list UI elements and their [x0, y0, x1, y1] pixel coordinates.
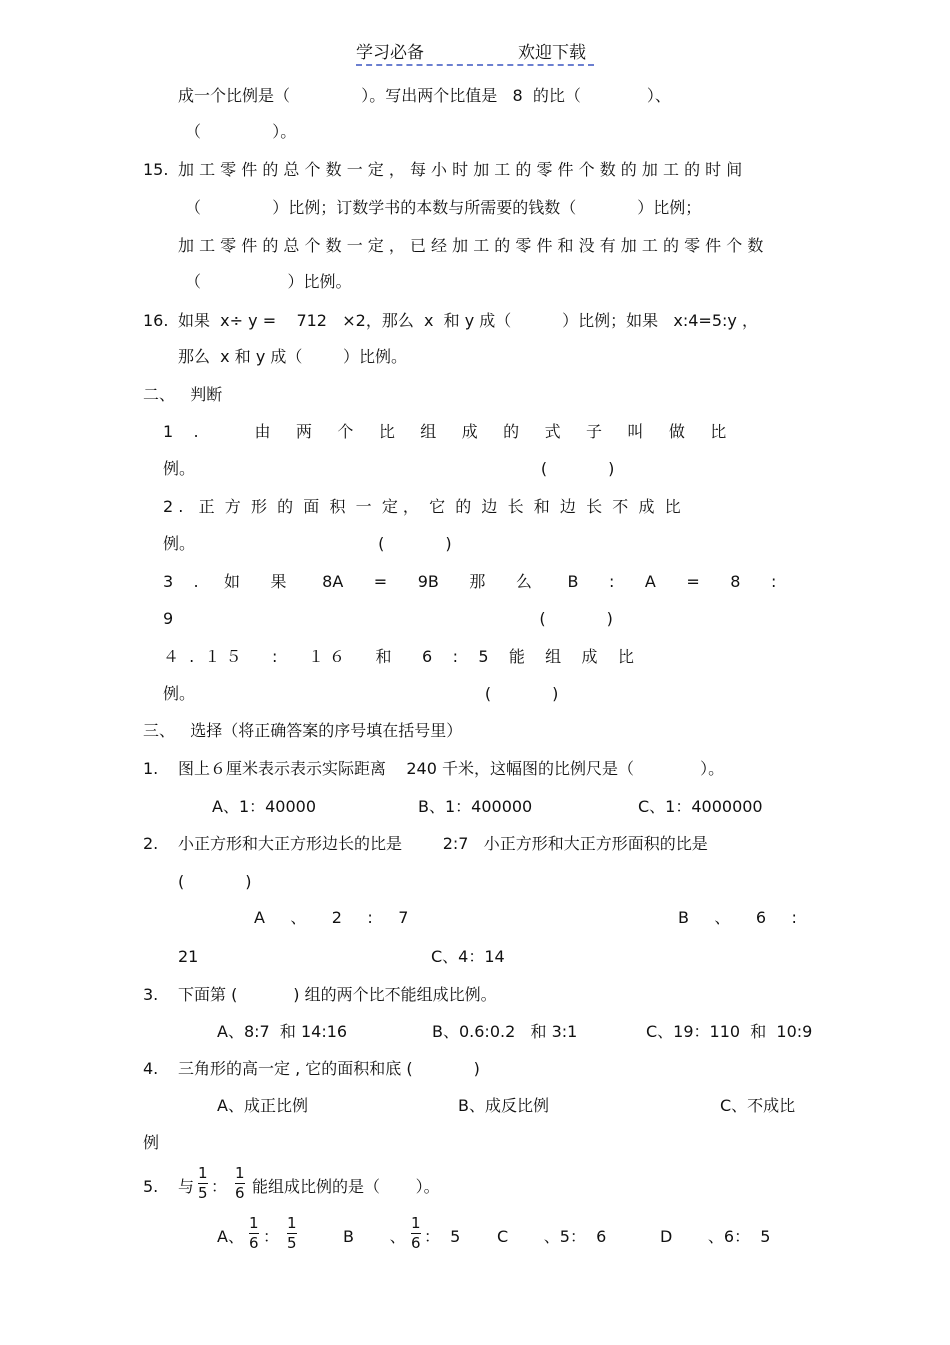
- q16-number: 16.: [143, 311, 169, 330]
- choice-q5-option-b-fraction: [411, 1215, 421, 1252]
- choice-q1-option-b: B、1：400000: [418, 797, 533, 816]
- choice-q3-option-b: B、0.6:0.2 和 3:1: [432, 1022, 578, 1041]
- judge-item-1-line-1: 1 . 由 两 个 比 组 成 的 式 子 叫 做 比: [163, 422, 727, 441]
- q16-line-2: 那么 x 和 y 成（ ）比例。: [178, 347, 408, 366]
- fraction-numerator: 1: [249, 1214, 259, 1232]
- choice-q4-option-c: C、不成比: [720, 1096, 796, 1115]
- choice-q5-prefix: 与: [178, 1177, 195, 1196]
- header-underline: [356, 64, 594, 66]
- judge-item-2-line-1: 2 . 正 方 形 的 面 积 一 定 ， 它 的 边 长 和 边 长 不 成 比: [163, 497, 681, 516]
- choice-q4-option-c-cont: 例: [143, 1133, 160, 1152]
- fraction-denominator: 6: [235, 1184, 245, 1202]
- choice-q4-option-b: B、成反比例: [458, 1096, 549, 1115]
- fill-line-1: 成一个比例是（ ）。写出两个比值是 8 的比（ ）、: [178, 86, 671, 105]
- choice-q1-option-c: C、1：4000000: [638, 797, 763, 816]
- choice-q5-fraction-1: [198, 1165, 208, 1202]
- judge-item-2-line-2: 例。 ( ): [163, 534, 452, 553]
- choice-q2-text: 小正方形和大正方形边长的比是 2:7 小正方形和大正方形面积的比是: [178, 834, 708, 853]
- choice-q3-option-c: C、19：110 和 10:9: [646, 1022, 813, 1041]
- choice-q3-number: 3.: [143, 985, 159, 1004]
- choice-q5-option-a-colon: ：: [263, 1227, 280, 1246]
- choice-q4-number: 4.: [143, 1059, 159, 1078]
- choice-q5-option-a-fraction-1: [249, 1215, 259, 1252]
- judge-item-4-line-2: 例。 ( ): [163, 684, 559, 703]
- choice-q5-option-b-label: B 、: [343, 1227, 406, 1246]
- header-left: 学习必备: [356, 43, 424, 63]
- choice-q2-option-b-cont: 21: [178, 947, 199, 966]
- choice-q5-option-a-label: A、: [217, 1227, 244, 1246]
- choice-q5-suffix: 能组成比例的是（ ）。: [252, 1177, 440, 1196]
- judge-item-3-line-1: 3 . 如 果 8A = 9B 那 么 B : A = 8 :: [163, 572, 777, 591]
- choice-heading: 三、 选择（将正确答案的序号填在括号里）: [143, 721, 463, 740]
- fraction-numerator: 1: [287, 1214, 297, 1232]
- choice-q5-option-b-rest: ： 5: [424, 1227, 461, 1246]
- fraction-denominator: 5: [198, 1184, 208, 1202]
- choice-q5-colon: ：: [211, 1177, 228, 1196]
- q15-line-1: 加 工 零 件 的 总 个 数 一 定 ， 每 小 时 加 工 的 零 件 个 数 的 加 工 的 时 间: [178, 160, 743, 179]
- choice-q2-option-a: A 、 2 : 7: [254, 908, 409, 927]
- header-right: 欢迎下载: [518, 43, 586, 63]
- fraction-numerator: 1: [411, 1214, 421, 1232]
- choice-q2-option-b: B 、 6 :: [678, 908, 797, 927]
- choice-q5-option-c: C 、5： 6: [497, 1227, 607, 1246]
- judge-heading: 二、 判断: [143, 385, 223, 404]
- choice-q2-option-c: C、4：14: [431, 947, 505, 966]
- fraction-denominator: 6: [411, 1234, 421, 1252]
- choice-q2-paren: ( ): [178, 872, 252, 891]
- choice-q1-number: 1.: [143, 759, 159, 778]
- q16-line-1: 如果 x÷ y = 712 ×2，那么 x 和 y 成（ ）比例；如果 x:4=5:y ，: [178, 311, 758, 330]
- choice-q4-text: 三角形的高一定 , 它的面积和底 ( ): [178, 1059, 480, 1078]
- fraction-denominator: 6: [249, 1234, 259, 1252]
- choice-q5-number: 5.: [143, 1177, 159, 1196]
- choice-q1-option-a: A、1：40000: [212, 797, 317, 816]
- choice-q4-option-a: A、成正比例: [217, 1096, 308, 1115]
- q15-line-3: 加 工 零 件 的 总 个 数 一 定 ， 已 经 加 工 的 零 件 和 没 有 加 工 的 零 件 个 数: [178, 236, 764, 255]
- judge-item-3-line-2: 9 ( ): [163, 609, 613, 628]
- choice-q3-text: 下面第 ( ) 组的两个比不能组成比例。: [178, 985, 497, 1004]
- fraction-numerator: 1: [235, 1164, 245, 1182]
- fraction-numerator: 1: [198, 1164, 208, 1182]
- choice-q3-option-a: A、8:7 和 14:16: [217, 1022, 348, 1041]
- choice-q5-fraction-2: [235, 1165, 245, 1202]
- fill-line-2: （ ）。: [185, 122, 297, 141]
- q15-line-4: （ ）比例。: [185, 272, 352, 291]
- q15-number: 15.: [143, 160, 169, 179]
- choice-q5-option-d: D 、6： 5: [660, 1227, 771, 1246]
- judge-item-1-line-2: 例。 ( ): [163, 459, 615, 478]
- q15-line-2: （ ）比例；订数学书的本数与所需要的钱数（ ）比例；: [185, 198, 702, 217]
- choice-q2-number: 2.: [143, 834, 159, 853]
- choice-q5-option-a-fraction-2: [287, 1215, 297, 1252]
- fraction-denominator: 5: [287, 1234, 297, 1252]
- judge-item-4-line-1: ４ . １ ５ : １ ６ 和 6 : 5 能 组 成 比: [163, 647, 634, 666]
- choice-q1-text: 图上６厘米表示表示实际距离 240 千米，这幅图的比例尺是（ ）。: [178, 759, 725, 778]
